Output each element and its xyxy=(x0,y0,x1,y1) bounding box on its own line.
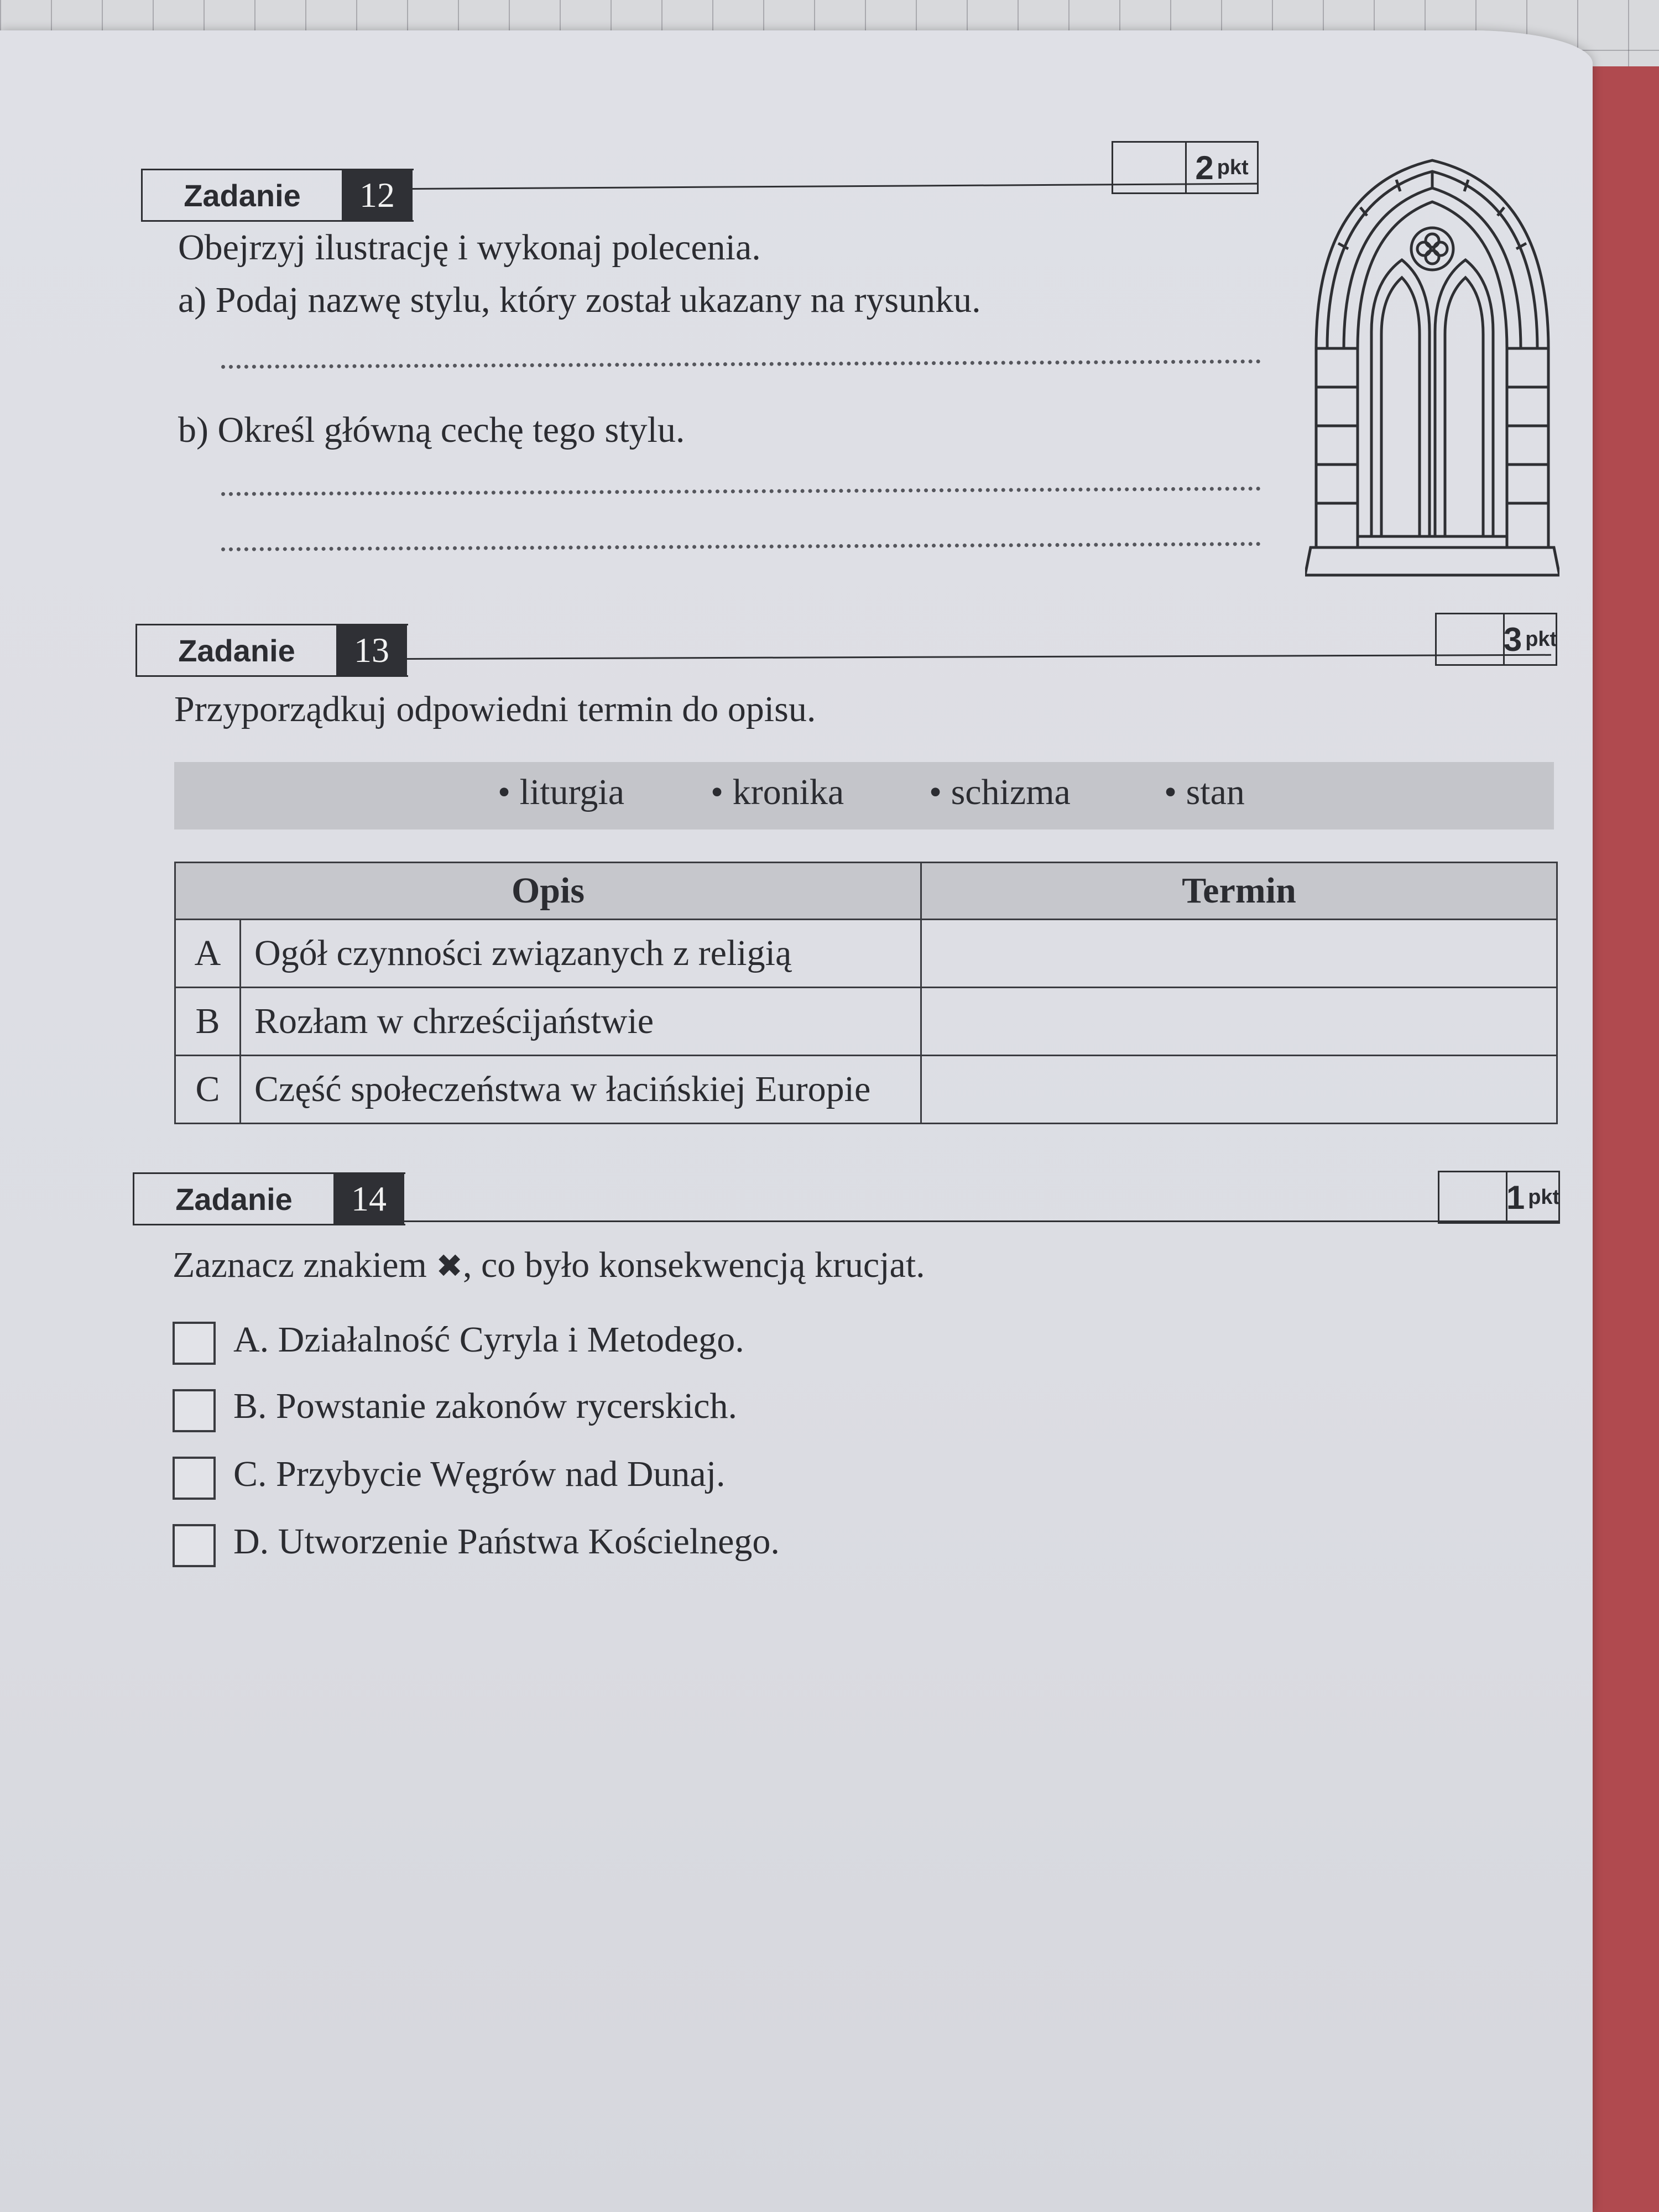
task-12-points-box xyxy=(1112,141,1259,194)
row-description: Ogół czynności związanych z religią xyxy=(241,920,921,988)
table-row xyxy=(175,920,1557,988)
points-value: 1 xyxy=(1506,1178,1525,1216)
option-b: B. Powstanie zakonów rycerskich. xyxy=(233,1386,737,1426)
term-text: liturgia xyxy=(519,772,625,812)
score-field[interactable] xyxy=(1437,614,1505,664)
header-opis: Opis xyxy=(175,863,921,920)
row-letter: A xyxy=(175,920,241,988)
task-number: 13 xyxy=(336,625,407,675)
points-unit: pkt xyxy=(1525,627,1557,651)
instruction-text: , co było konsekwencją krucjat. xyxy=(462,1245,925,1285)
row-answer-cell[interactable] xyxy=(921,920,1557,988)
header-termin: Termin xyxy=(921,863,1557,920)
task-12-part-b: b) Określ główną cechę tego stylu. xyxy=(178,410,685,450)
score-field[interactable] xyxy=(1113,143,1187,192)
checkbox-c[interactable] xyxy=(173,1457,216,1500)
row-answer-cell[interactable] xyxy=(921,1056,1557,1124)
task-14-instruction xyxy=(173,1244,925,1286)
option-a: A. Działalność Cyryla i Metodego. xyxy=(233,1319,744,1360)
row-answer-cell[interactable] xyxy=(921,988,1557,1056)
red-cover-edge xyxy=(1582,66,1659,2212)
table-header-row xyxy=(175,863,1557,920)
points-value: 3 xyxy=(1503,620,1522,658)
task-label: Zadanie xyxy=(178,633,295,668)
task-12-header xyxy=(141,169,414,222)
term-item: • stan xyxy=(1164,772,1245,812)
x-mark-icon: ✖ xyxy=(436,1247,463,1285)
task-number: 12 xyxy=(342,170,413,220)
task-13-points-box xyxy=(1435,613,1557,666)
term-text: stan xyxy=(1186,772,1245,812)
checkbox-d[interactable] xyxy=(173,1524,216,1567)
table-row xyxy=(175,1056,1557,1124)
term-item: • schizma xyxy=(929,772,1071,812)
task-number: 14 xyxy=(333,1174,404,1224)
row-letter: B xyxy=(175,988,241,1056)
instruction-text: Zaznacz znakiem xyxy=(173,1245,427,1285)
task-13-instruction: Przyporządkuj odpowiedni termin do opisu. xyxy=(174,689,816,729)
term-text: kronika xyxy=(732,772,844,812)
points-unit: pkt xyxy=(1217,155,1249,179)
option-d: D. Utworzenie Państwa Kościelnego. xyxy=(233,1521,780,1562)
gothic-window-icon xyxy=(1305,155,1559,586)
points-unit: pkt xyxy=(1528,1185,1560,1209)
score-field[interactable] xyxy=(1439,1172,1507,1222)
matching-table xyxy=(174,862,1558,1124)
task-label: Zadanie xyxy=(175,1181,293,1217)
task-14-points-box xyxy=(1438,1171,1560,1224)
term-text: schizma xyxy=(951,772,1071,812)
term-item: • liturgia xyxy=(498,772,625,812)
option-c: C. Przybycie Węgrów nad Dunaj. xyxy=(233,1454,726,1494)
term-item: • kronika xyxy=(711,772,844,812)
task-14-header xyxy=(133,1172,405,1225)
row-letter: C xyxy=(175,1056,241,1124)
task-13-header xyxy=(135,624,408,677)
table-row xyxy=(175,988,1557,1056)
task-12-part-a: a) Podaj nazwę stylu, który został ukazany na rysunku. xyxy=(178,280,981,320)
row-description: Rozłam w chrześcijaństwie xyxy=(241,988,921,1056)
points-value: 2 xyxy=(1195,149,1214,186)
task-14-rule xyxy=(404,1220,1559,1222)
task-label: Zadanie xyxy=(184,178,301,213)
term-band xyxy=(174,762,1554,830)
checkbox-b[interactable] xyxy=(173,1389,216,1432)
checkbox-a[interactable] xyxy=(173,1322,216,1365)
task-12-instruction: Obejrzyj ilustrację i wykonaj polecenia. xyxy=(178,227,761,268)
row-description: Część społeczeństwa w łacińskiej Europie xyxy=(241,1056,921,1124)
